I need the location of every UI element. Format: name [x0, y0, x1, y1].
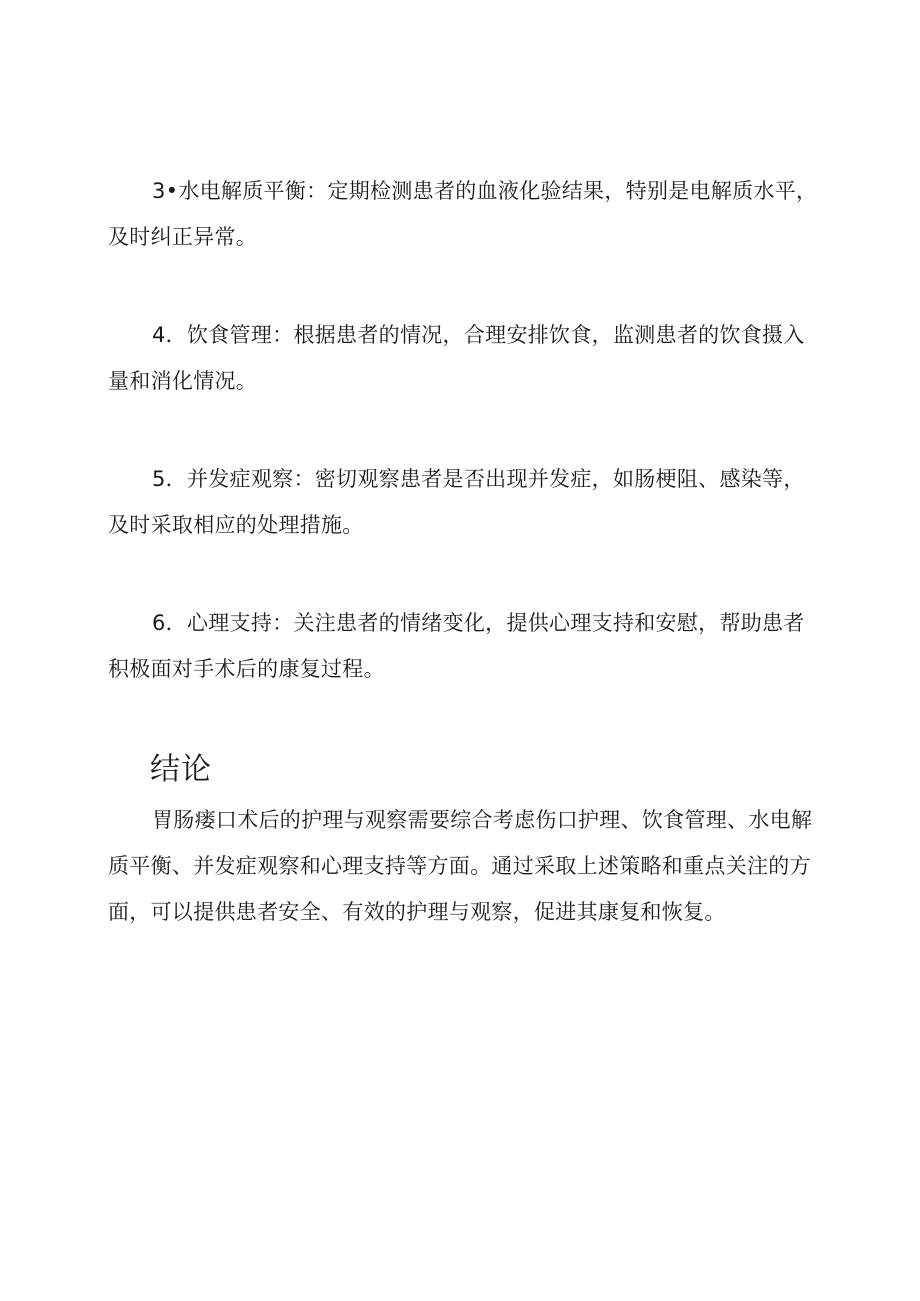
section-heading-conclusion: 结论 [150, 752, 212, 787]
conclusion-text: 胃肠瘘口术后的护理与观察需要综合考虑伤口护理、饮食管理、水电解质平衡、并发症观察和心理支持等方面。通过采取上述策略和重点关注的方面，可以提供患者安全、有效的护理与观察，促进其康复和恢复。 [108, 808, 813, 924]
list-item-complication-observation [108, 456, 820, 548]
list-item-electrolyte-balance [108, 168, 820, 260]
list-item-text: 4．饮食管理：根据患者的情况，合理安排饮食，监测患者的饮食摄入量和消化情况。 [108, 323, 805, 393]
list-item-text: 6．心理支持：关注患者的情绪变化，提供心理支持和安慰，帮助患者积极面对手术后的康复过程。 [108, 611, 805, 681]
list-item-diet-management [108, 312, 820, 404]
conclusion-paragraph [108, 797, 820, 935]
list-item-text: 5．并发症观察：密切观察患者是否出现并发症，如肠梗阻、感染等，及时采取相应的处理措施。 [108, 467, 805, 537]
list-item-text: 3•水电解质平衡：定期检测患者的血液化验结果，特别是电解质水平，及时纠正异常。 [108, 179, 818, 249]
list-item-psychological-support [108, 600, 820, 692]
